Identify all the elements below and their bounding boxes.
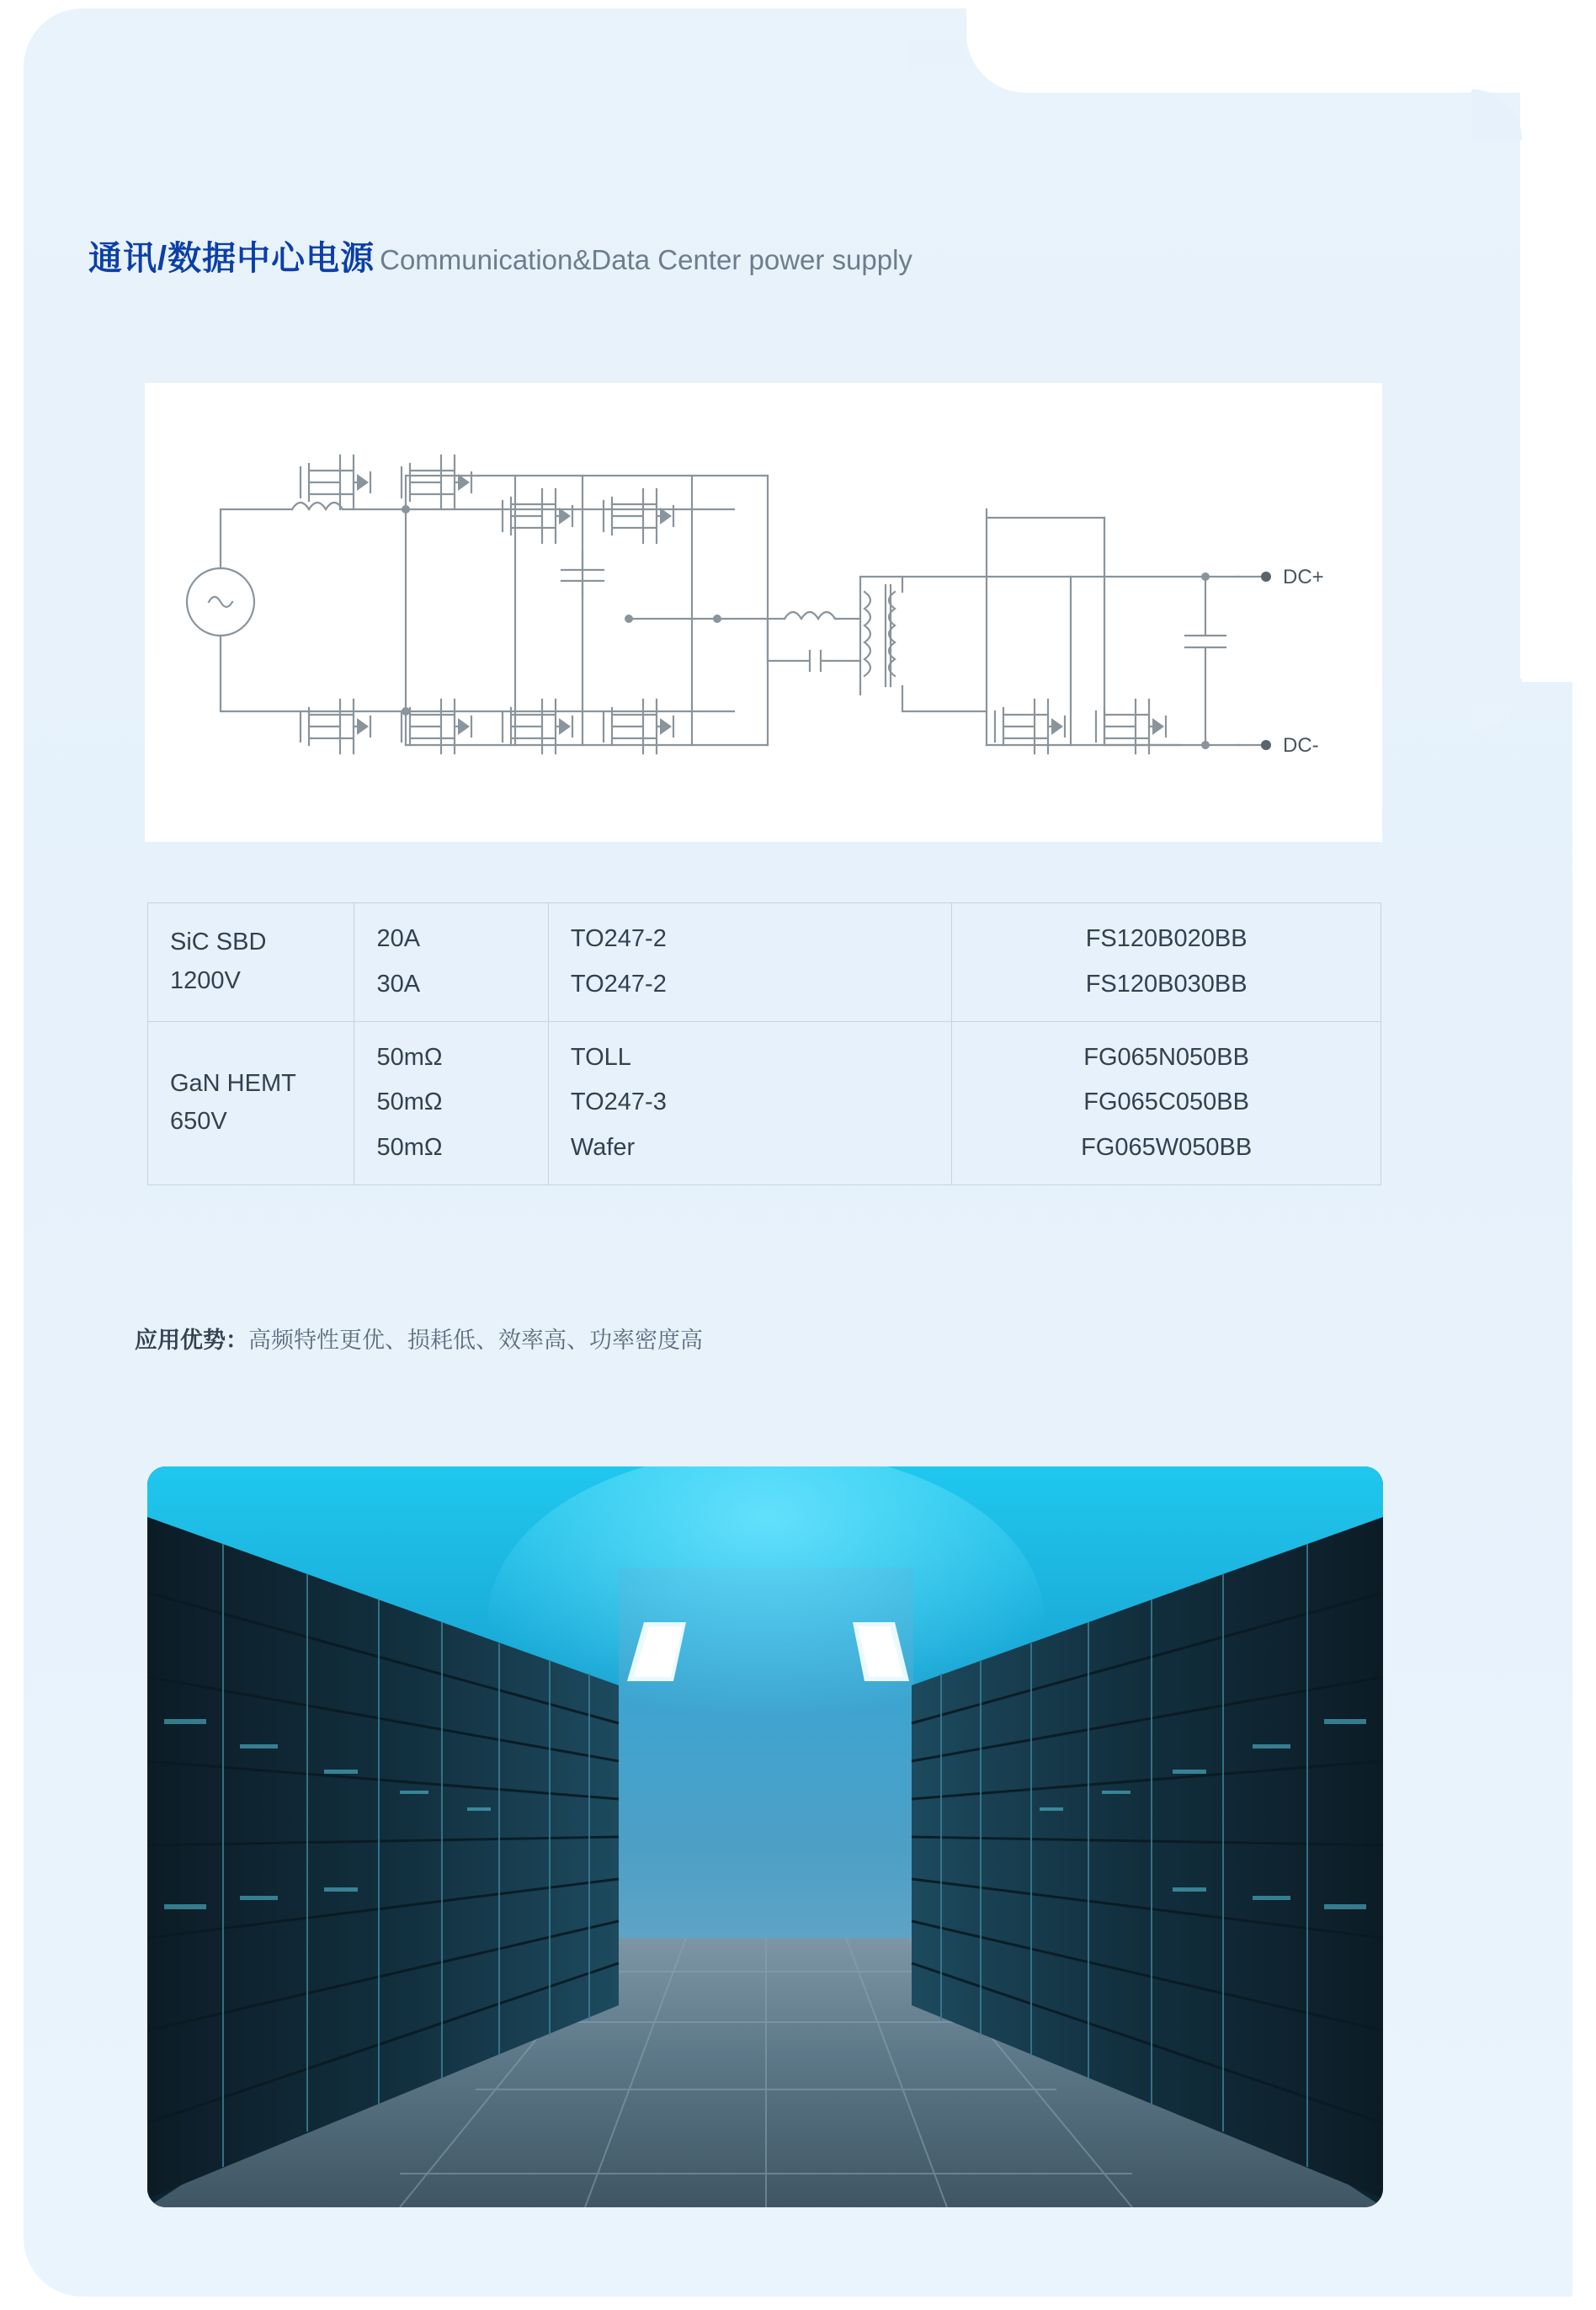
schematic-card: [145, 383, 1382, 842]
product-spec-table: [147, 902, 1381, 1185]
data-center-server-racks-photo: [147, 1466, 1383, 2207]
part-number-value: FG065N050BB: [1083, 1043, 1249, 1071]
device-name-line1: SiC SBD: [170, 929, 267, 955]
advantages-text: 高频特性更优、损耗低、效率高、功率密度高: [248, 1328, 703, 1353]
cell-device: [148, 1021, 354, 1184]
cell-package: [548, 1021, 951, 1184]
package-value: TOLL: [570, 1043, 631, 1071]
package-value: Wafer: [570, 1134, 636, 1162]
top-notch-corner: [906, 8, 968, 71]
dc-plus-label: DC+: [1283, 566, 1324, 588]
spec-value: 50mΩ: [376, 1088, 443, 1116]
part-number-value: FS120B030BB: [1085, 970, 1248, 998]
device-name-line2: 650V: [170, 1108, 227, 1136]
power-supply-topology-diagram: [145, 383, 1382, 842]
part-number-value: FS120B020BB: [1085, 925, 1248, 952]
spec-value: 20A: [376, 925, 421, 952]
cell-part-number: [952, 1021, 1381, 1184]
cell-package: [548, 903, 951, 1022]
right-notch-corner-bottom: [1471, 679, 1522, 731]
dc-minus-label: DC-: [1283, 734, 1319, 757]
application-advantages: [135, 1322, 703, 1355]
spec-value: 50mΩ: [376, 1134, 443, 1162]
right-notch-corner-top: [1471, 89, 1522, 140]
advantages-label: 应用优势：: [135, 1328, 248, 1353]
spec-value: 50mΩ: [376, 1043, 443, 1071]
spec-value: 30A: [376, 970, 421, 998]
cell-spec: [354, 903, 548, 1022]
package-value: TO247-3: [570, 1088, 667, 1116]
table-row: [148, 1021, 1381, 1184]
package-value: TO247-2: [570, 970, 667, 998]
right-side-notch: [1520, 93, 1572, 682]
top-right-notch: [966, 8, 1572, 93]
part-number-value: FG065C050BB: [1083, 1088, 1249, 1116]
part-number-value: FG065W050BB: [1081, 1134, 1253, 1162]
package-value: TO247-2: [570, 925, 667, 952]
device-name-line1: GaN HEMT: [170, 1069, 296, 1097]
page-title: [88, 232, 912, 279]
cell-part-number: [952, 903, 1381, 1022]
device-name-line2: 1200V: [170, 966, 241, 994]
table-row: [148, 903, 1381, 1022]
page-title-en: Communication&Data Center power supply: [380, 244, 912, 275]
cell-spec: [354, 1021, 548, 1184]
cell-device: [148, 903, 354, 1022]
page-title-cn: 通讯/数据中心电源: [88, 240, 375, 277]
